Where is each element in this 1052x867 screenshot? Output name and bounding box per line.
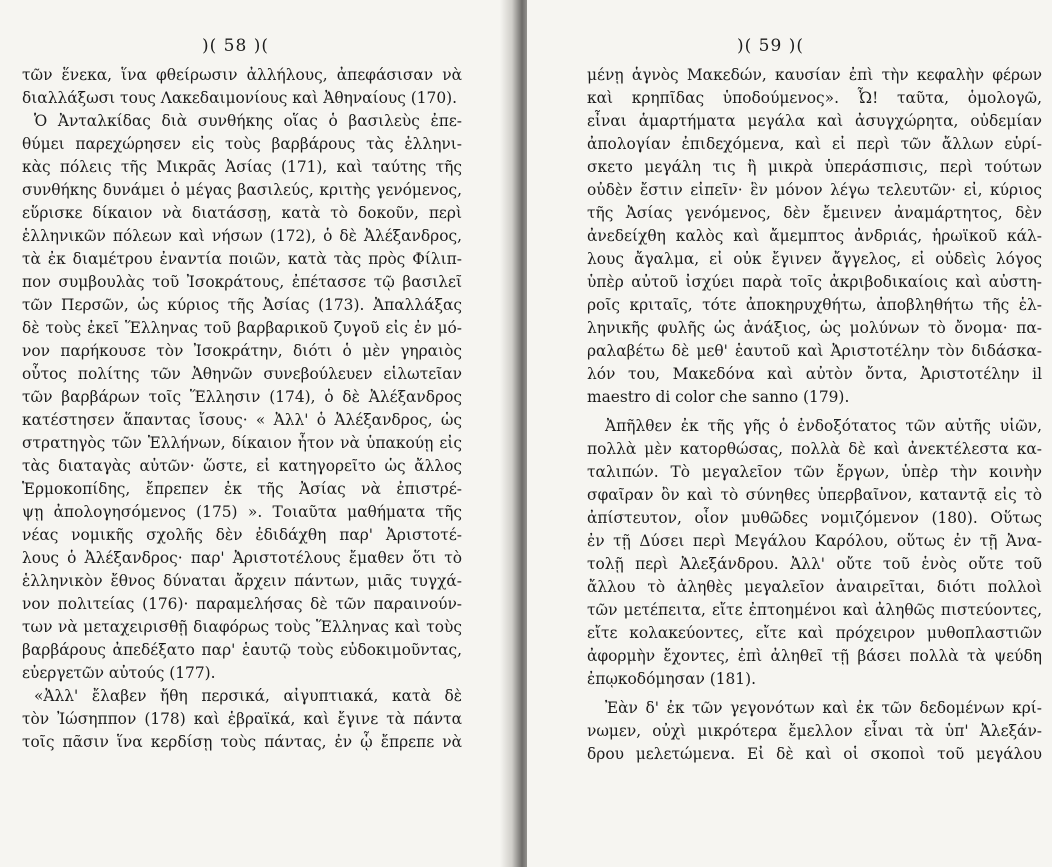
text-line: ἐπῳκοδόμησαν (181). <box>587 670 756 688</box>
text-block <box>22 64 462 754</box>
text-line: Ὁ Ἀνταλκίδας διὰ συνθήκης οἵας ὁ βασιλεὺς ἐπε- <box>34 112 462 130</box>
text-line: ἀπίστευτον, οἷον μυθῶδες νομιζόμενον (180). Οὕτως <box>587 509 1042 527</box>
text-line: ραλαβέτω δὲ μεθ' ἑαυτοῦ καὶ Ἀριστοτέλην τὸν διδάσκα- <box>587 342 1042 360</box>
text-line: νέας νομικῆς σχολῆς δὲν ἐδιδάχθη παρ' Ἀριστοτέ- <box>22 526 462 544</box>
text-line: ἄλλου τὸ ἀληθὲς μεγαλεῖον ἀναιρεῖται, διότι πολλοὶ <box>587 578 1042 596</box>
text-line: καὶ κρηπῖδας ὑποδούμενος». Ὦ! ταῦτα, ὁμολογῶ, <box>587 89 1042 107</box>
text-line: εὕρισκε δίκαιον νὰ διατάσσῃ, κατὰ τὸ δοκοῦν, περὶ <box>22 204 462 222</box>
text-line: δρου μελετώμενα. Εἰ δὲ καὶ οἱ σκοποὶ τοῦ μεγάλου <box>587 745 1042 763</box>
text-line: Ἐὰν δ' ἐκ τῶν γεγονότων καὶ ἐκ τῶν δεδομένων κρί- <box>605 699 1042 717</box>
text-line: στρατηγὸς τῶν Ἑλλήνων, δίκαιον ἦτον νὰ ὑπακούῃ εἰς <box>22 434 462 452</box>
text-line: διαλλάξωσι τους Λακεδαιμονίους καὶ Ἀθηναίους (170). <box>22 89 458 107</box>
right-page <box>527 0 1052 867</box>
text-line: τῶν ἕνεκα, ἵνα φθείρωσιν ἀλλήλους, ἀπεφάσισαν νὰ <box>22 66 462 84</box>
text-line: ληνικῆς φυλῆς ὡς ἀνάξιος, ὡς μολύνων τὸ ὄνομα· πα- <box>587 319 1042 337</box>
text-line: ροῖς κριταῖς, τότε ἀποκηρυχθήτω, ἀποβληθήτω τῆς ἑλ- <box>587 296 1042 314</box>
text-line: τῶν βαρβάρων τοῖς Ἕλλησιν (174), ὁ δὲ Ἀλέξανδρος <box>22 388 462 406</box>
text-line: εὐεργετῶν αὐτούς (177). <box>22 664 216 682</box>
text-line: τὸν Ἰώσηππον (178) καὶ ἑβραϊκά, καὶ ἔγινε τὰ πάντα <box>22 710 462 728</box>
text-line: λους ἄγαλμα, εἰ οὐκ ἔγινεν ἄγγελος, εἰ οὐδεὶς λόγος <box>587 250 1042 268</box>
text-line: πον συμβουλὰς τοῦ Ἰσοκράτους, ἐπέτασσε τῷ βασιλεῖ <box>22 273 462 291</box>
text-line: ψῃ ἀπολογησόμενος (175) ». Τοιαῦτα μαθήματα τῆς <box>22 503 462 521</box>
text-line: ἑλληνικῶν πόλεων καὶ νήσων (172), ὁ δὲ Ἀλέξανδρος, <box>22 227 462 245</box>
text-line: τὰς διαταγὰς αὐτῶν· ὥστε, εἰ κατηγορεῖτο ὡς ἄλλος <box>22 457 462 475</box>
text-line: κὰς πόλεις τῆς Μικρᾶς Ἀσίας (171), καὶ ταύτης τῆς <box>22 158 462 176</box>
text-line: ταλιπών. Τὸ μεγαλεῖον τῶν ἔργων, ὑπὲρ τὴν κοινὴν <box>587 463 1042 481</box>
text-line: θύμει παρεχώρησεν εἰς τοὺς βαρβάρους τὰς ἑλληνι- <box>22 135 462 153</box>
text-line: τοῖς πᾶσιν ἵνα κερδίσῃ τοὺς πάντας, ἐν ᾧ ἔπρεπε νὰ <box>22 733 462 751</box>
text-line: πολλὰ μὲν κατορθώσας, πολλὰ δὲ καὶ ἀνεκτέλεστα κα- <box>587 440 1042 458</box>
text-line: ἀνεδείχθη καλὸς καὶ ἄμεμπτος ἀνδριάς, ἡρωϊκοῦ κάλ- <box>587 227 1042 245</box>
text-line: ἀπολογίαν ἐπιδεχόμενα, καὶ εἰ περὶ τῶν ἄλλων εὑρί- <box>587 135 1042 153</box>
text-line: εἴτε κολακεύοντες, εἴτε καὶ πρόχειρον μυθοπλαστιῶν <box>587 624 1042 642</box>
text-line: εἶναι ἁμαρτήματα μεγάλα καὶ ἀσυγχώρητα, οὐδεμίαν <box>587 112 1042 130</box>
text-line: νον πολιτείας (176)· παραμελήσας δὲ τῶν παραινούν- <box>22 595 462 613</box>
text-line: ὑπὲρ αὐτοῦ ἰσχύει παρὰ τοῖς ἀκριβοδικαίοις καὶ αὐστη- <box>587 273 1042 291</box>
text-line: τὰ ἐκ διαμέτρου ἐναντία ποιῶν, κατὰ τὰς πρὸς Φίλιπ- <box>22 250 462 268</box>
text-block <box>587 64 1042 766</box>
text-line: Ἀπῆλθεν ἐκ τῆς γῆς ὁ ἐνδοξότατος τῶν αὐτῆς υἱῶν, <box>605 417 1042 435</box>
text-line: οὗτος πολίτης τῶν Ἀθηνῶν συνεβούλευεν εἱλωτεῖαν <box>22 365 462 383</box>
left-page <box>0 0 515 867</box>
text-line: βαρβάρους ἀπεδέξατο παρ' ἑαυτῷ τοὺς εὐδοκιμοῦντας, <box>22 641 462 659</box>
text-line: οὐδὲν ἔστιν εἰπεῖν· ἓν μόνον λέγω τελευτῶν· εἰ, κύριος <box>587 181 1042 199</box>
text-line: δὲ τοὺς ἐκεῖ Ἕλληνας τοῦ βαρβαρικοῦ ζυγοῦ εἰς ἐν μό- <box>22 319 462 337</box>
text-line: συνθήκης δυνάμει ὁ μέγας βασιλεύς, κριτὴς γενόμενος, <box>22 181 462 199</box>
text-line: των νὰ μεταχειρισθῇ διαφόρως τοὺς Ἕλληνας καὶ τοὺς <box>22 618 462 636</box>
text-line: ἐν τῇ Δύσει περὶ Μεγάλου Καρόλου, οὕτως ἐν τῇ Ἀνα- <box>587 532 1042 550</box>
text-line: τῶν Περσῶν, ὡς κύριος τῆς Ἀσίας (173). Ἀπαλλάξας <box>22 296 462 314</box>
page-number: )( 59 )( <box>737 36 804 56</box>
text-line: λους ὁ Ἀλέξανδρος· παρ' Ἀριστοτέλους ἔμαθεν ὅτι τὸ <box>22 549 462 567</box>
text-line: σφαῖραν ὂν καὶ τὸ σύνηθες ὑπερβαῖνον, καταντᾷ εἰς τὸ <box>587 486 1042 504</box>
text-line: «Ἀλλ' ἔλαβεν ἤθη περσικά, αἰγυπτιακά, κατὰ δὲ <box>34 687 462 705</box>
text-line: Ἑρμοκοπίδης, ἔπρεπεν ἐκ τῆς Ἀσίας νὰ ἐπιστρέ- <box>22 480 462 498</box>
text-line: ἀφορμὴν ἔχοντες, ἐπὶ ἀληθεῖ τῇ βάσει πολλὰ τὰ ψεύδη <box>587 647 1042 665</box>
text-line: νωμεν, οὐχὶ μικρότερα ἔμελλον εἶναι τὰ ὑπ' Ἀλεξάν- <box>587 722 1042 740</box>
text-line: τῆς Ἀσίας γενόμενος, δὲν ἔμεινεν ἀναμάρτητος, δὲν <box>587 204 1042 222</box>
text-line: τῶν μετέπειτα, εἴτε ἐπτοημένοι καὶ ἀληθῶς πιστεύοντες, <box>587 601 1042 619</box>
page-number: )( 58 )( <box>202 36 269 56</box>
text-line: κατέστησεν ἅπαντας ἴσους· « Ἀλλ' ὁ Ἀλέξανδρος, ὡς <box>22 411 462 429</box>
text-line: ἑλληνικὸν ἔθνος δύναται ἄρχειν πάντων, μιᾶς τυγχά- <box>22 572 462 590</box>
text-line: maestro di color che sanno (179). <box>587 388 850 406</box>
text-line: λόν του, Μακεδόνα καὶ αὐτὸν ὄντα, Ἀριστοτέλην il <box>587 365 1042 383</box>
text-line: τολῇ περὶ Ἀλεξάνδρου. Ἀλλ' οὔτε τοῦ ἑνὸς οὔτε τοῦ <box>587 555 1042 573</box>
text-line: μένῃ ἁγνὸς Μακεδών, καυσίαν ἐπὶ τὴν κεφαλὴν φέρων <box>587 66 1042 84</box>
text-line: σκετο μεγάλη τις ἢ μικρὰ ὑπεράσπισις, περὶ τούτων <box>587 158 1042 176</box>
text-line: νον παρήκουσε τὸν Ἰσοκράτην, διότι ὁ μὲν γηραιὸς <box>22 342 462 360</box>
